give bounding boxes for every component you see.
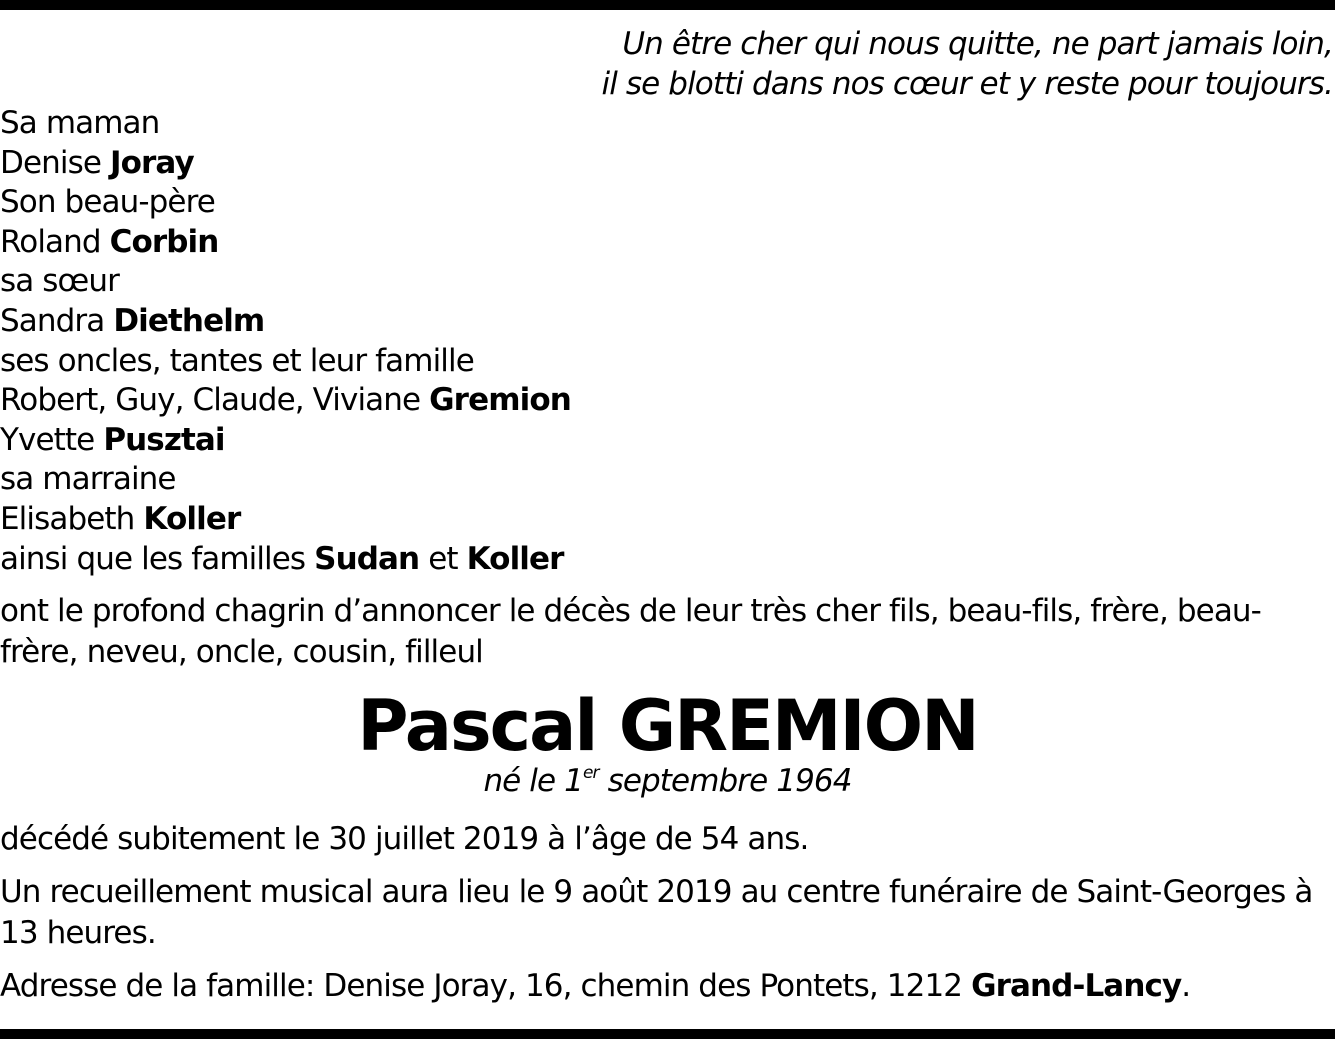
family-member <box>0 421 1335 461</box>
family-member <box>0 500 1335 540</box>
birth-date <box>0 761 1335 801</box>
birth-suffix: septembre 1964 <box>598 763 852 800</box>
family-member <box>0 144 1335 184</box>
address-suffix: . <box>1181 968 1191 1005</box>
family-role: ses oncles, tantes et leur famille <box>0 342 474 379</box>
family-role: sa marraine <box>0 461 176 498</box>
family-role: Sa maman <box>0 105 160 141</box>
address-locality: Grand-Lancy <box>971 968 1182 1005</box>
surname: Corbin <box>109 223 219 260</box>
families-line <box>0 540 1335 580</box>
surname: Joray <box>110 144 194 181</box>
surname: Koller <box>466 540 564 577</box>
epigraph-quote <box>0 24 1335 104</box>
family-role: Son beau-père <box>0 184 215 221</box>
family-list <box>0 104 1335 579</box>
epigraph-line: il se blotti dans nos cœur et y reste pour toujours. <box>601 66 1333 102</box>
given-name: Sandra <box>0 302 105 339</box>
surname: Koller <box>143 500 241 537</box>
birth-prefix: né le 1 <box>483 763 583 800</box>
birth-ordinal: er <box>582 763 599 784</box>
address-text: Adresse de la famille: Denise Joray, 16, chemin des Pontets, 1212 <box>0 968 963 1005</box>
given-name: Yvette <box>0 421 95 458</box>
given-name: Robert, Guy, Claude, Viviane <box>0 382 421 419</box>
announcement-text: ont le profond chagrin d’annoncer le décès de leur très cher fils, beau-fils, frère, beau-frère, neveu, oncle, cousin, filleul <box>0 593 1261 671</box>
family-role: sa sœur <box>0 263 119 300</box>
deceased-name: Pascal GREMION <box>357 685 978 768</box>
bottom-border <box>0 1029 1335 1039</box>
family-member <box>0 223 1335 263</box>
surname: Pusztai <box>103 421 225 458</box>
given-name: Roland <box>0 223 101 260</box>
family-member <box>0 302 1335 342</box>
given-name: Elisabeth <box>0 500 135 537</box>
obituary-notice <box>0 24 1335 1007</box>
top-border <box>0 0 1335 10</box>
epigraph-line: Un être cher qui nous quitte, ne part jamais loin, <box>622 26 1333 62</box>
surname: Diethelm <box>113 302 265 339</box>
surname: Gremion <box>429 382 571 419</box>
surname: Sudan <box>314 540 420 577</box>
death-notice: décédé subitement le 30 juillet 2019 à l’âge de 54 ans. <box>0 821 809 858</box>
ceremony-info: Un recueillement musical aura lieu le 9 août 2019 au centre funéraire de Saint-Georges à 13 heures. <box>0 874 1313 952</box>
conjunction: et <box>428 540 458 577</box>
family-member <box>0 381 1335 421</box>
families-prefix: ainsi que les familles <box>0 540 306 577</box>
given-name: Denise <box>0 144 102 181</box>
family-address <box>0 966 1335 1007</box>
